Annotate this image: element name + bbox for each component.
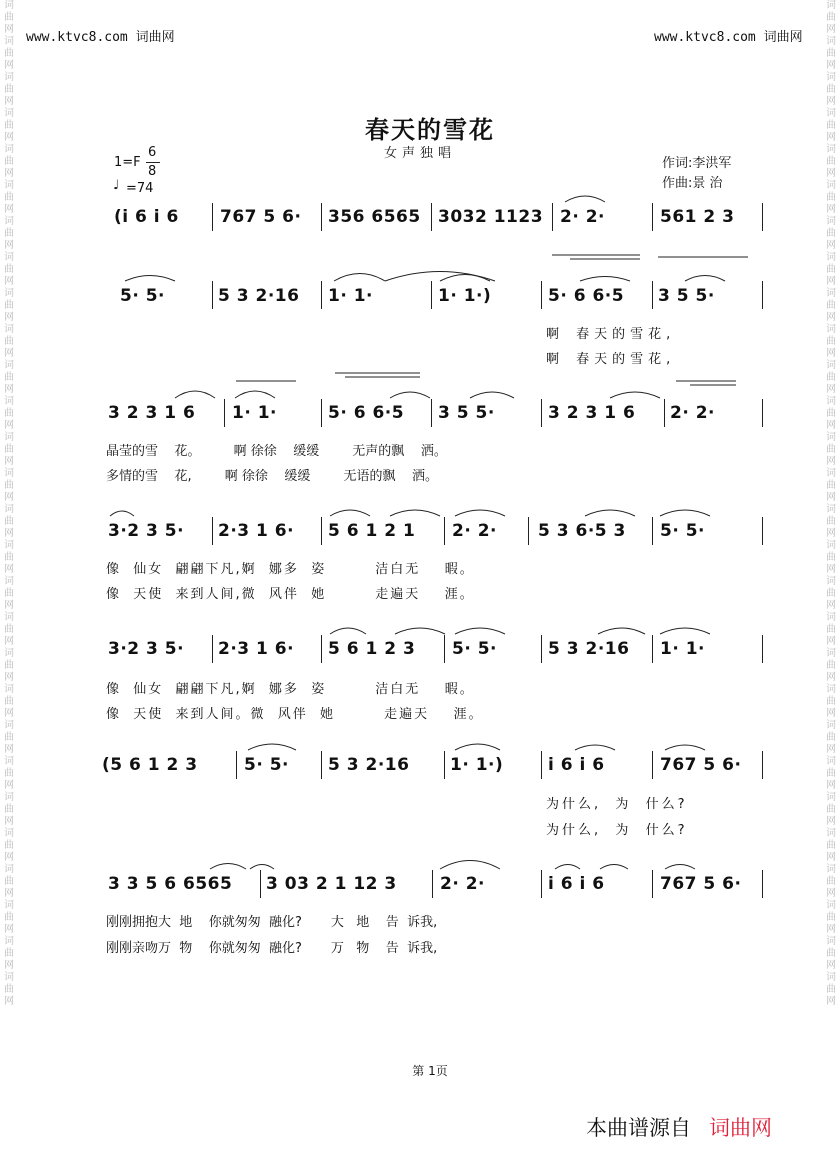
measure: 561 2 3	[660, 207, 735, 227]
lyric-line-2: 为什么, 为 什么?	[546, 823, 688, 838]
lyric-line-1: 为什么, 为 什么?	[546, 797, 688, 812]
measure: 5 3 2·16	[548, 639, 630, 659]
key-signature: 1=F	[114, 155, 141, 170]
measure: 3 5 5·	[658, 286, 715, 306]
measure: 3 5 5·	[438, 403, 495, 423]
measure: 5 6 1 2 3	[328, 639, 416, 659]
lyric-line-1: 像 仙女 翩翩下凡,婀 娜多 姿 洁白无 暇。	[106, 682, 475, 697]
measure: i 6 i 6	[548, 755, 605, 775]
measure: 5· 6 6·5	[328, 403, 405, 423]
side-watermark-right: 词曲网词曲网词曲网词曲网词曲网词曲网词曲网词曲网词曲网词曲网词曲网词曲网词曲网词曲网词曲网词曲网词曲网词曲网词曲网词曲网词曲网词曲网词曲网词曲网词曲网词曲网词曲网词曲网	[826, 0, 836, 1007]
measure: 2· 2·	[452, 521, 497, 541]
source-credit	[586, 1112, 772, 1142]
watermark-right: www.ktvc8.com 词曲网	[654, 30, 803, 45]
page-number: 第 1页	[412, 1064, 448, 1078]
measure: 2· 2·	[560, 207, 605, 227]
quarter-note-icon: ♩	[113, 178, 120, 193]
time-signature-top: 6	[148, 145, 157, 160]
measure: 5 3 2·16	[328, 755, 410, 775]
side-watermark-left: 词曲网词曲网词曲网词曲网词曲网词曲网词曲网词曲网词曲网词曲网词曲网词曲网词曲网词曲网词曲网词曲网词曲网词曲网词曲网词曲网词曲网词曲网词曲网词曲网词曲网词曲网词曲网词曲网	[4, 0, 14, 1007]
measure: 5· 5·	[452, 639, 497, 659]
measure: 2·3 1 6·	[218, 521, 295, 541]
measure: 1· 1·	[232, 403, 277, 423]
lyric-line-2: 刚刚亲吻万 物 你就匆匆 融化? 万 物 告 诉我,	[106, 941, 438, 956]
measure: 3 03 2 1 12 3	[266, 874, 397, 894]
measure: 5· 5·	[120, 286, 165, 306]
lyric-line-2: 像 天使 来到人间,微 风伴 她 走遍天 涯。	[106, 587, 475, 602]
time-signature-bottom: 8	[148, 164, 157, 179]
measure: 2· 2·	[440, 874, 485, 894]
measure: 5 3 6·5 3	[538, 521, 626, 541]
source-site: 词曲网	[709, 1116, 772, 1140]
lyric-line-2: 像 天使 来到人间。微 风伴 她 走遍天 涯。	[106, 707, 484, 722]
measure: 5· 5·	[660, 521, 705, 541]
measure: 3 2 3 1 6	[548, 403, 636, 423]
measure: 5· 5·	[244, 755, 289, 775]
source-prefix: 本曲谱源自	[586, 1116, 691, 1140]
measure: 356 6565	[328, 207, 421, 227]
measure: (i 6 i 6	[114, 207, 179, 227]
lyric-line-1: 晶莹的雪 花。 啊 徐徐 缓缓 无声的飘 洒。	[106, 444, 447, 459]
measure: i 6 i 6	[548, 874, 605, 894]
measure: 2· 2·	[670, 403, 715, 423]
lyricist: 作词:李洪军	[662, 156, 732, 171]
lyric-line-1: 刚刚拥抱大 地 你就匆匆 融化? 大 地 告 诉我,	[106, 915, 438, 930]
measure: 5 3 2·16	[218, 286, 300, 306]
measure: 3 3 5 6 6565	[108, 874, 233, 894]
lyric-line-2: 啊 春天的雪花,	[546, 352, 676, 367]
measure: 1· 1·)	[450, 755, 504, 775]
lyric-line-2: 多情的雪 花, 啊 徐徐 缓缓 无语的飘 洒。	[106, 469, 438, 484]
measure: 1· 1·	[660, 639, 705, 659]
measure: 2·3 1 6·	[218, 639, 295, 659]
measure: 3 2 3 1 6	[108, 403, 196, 423]
measure: 767 5 6·	[660, 755, 742, 775]
song-subtitle: 女声独唱	[383, 146, 456, 161]
measure: 5 6 1 2 1	[328, 521, 416, 541]
composer: 作曲:景 治	[662, 176, 723, 191]
measure: 5· 6 6·5	[548, 286, 625, 306]
measure: 1· 1·)	[438, 286, 492, 306]
lyric-line-1: 啊 春天的雪花,	[546, 327, 676, 342]
measure: 767 5 6·	[220, 207, 302, 227]
measure: 3·2 3 5·	[108, 521, 185, 541]
lyric-line-1: 像 仙女 翩翩下凡,婀 娜多 姿 洁白无 暇。	[106, 562, 475, 577]
measure: (5 6 1 2 3	[102, 755, 198, 775]
tempo-value: =74	[126, 181, 154, 196]
measure: 1· 1·	[328, 286, 373, 306]
measure: 3032 1123	[438, 207, 544, 227]
song-title: 春天的雪花	[365, 116, 495, 144]
watermark-left: www.ktvc8.com 词曲网	[26, 30, 175, 45]
measure: 767 5 6·	[660, 874, 742, 894]
measure: 3·2 3 5·	[108, 639, 185, 659]
